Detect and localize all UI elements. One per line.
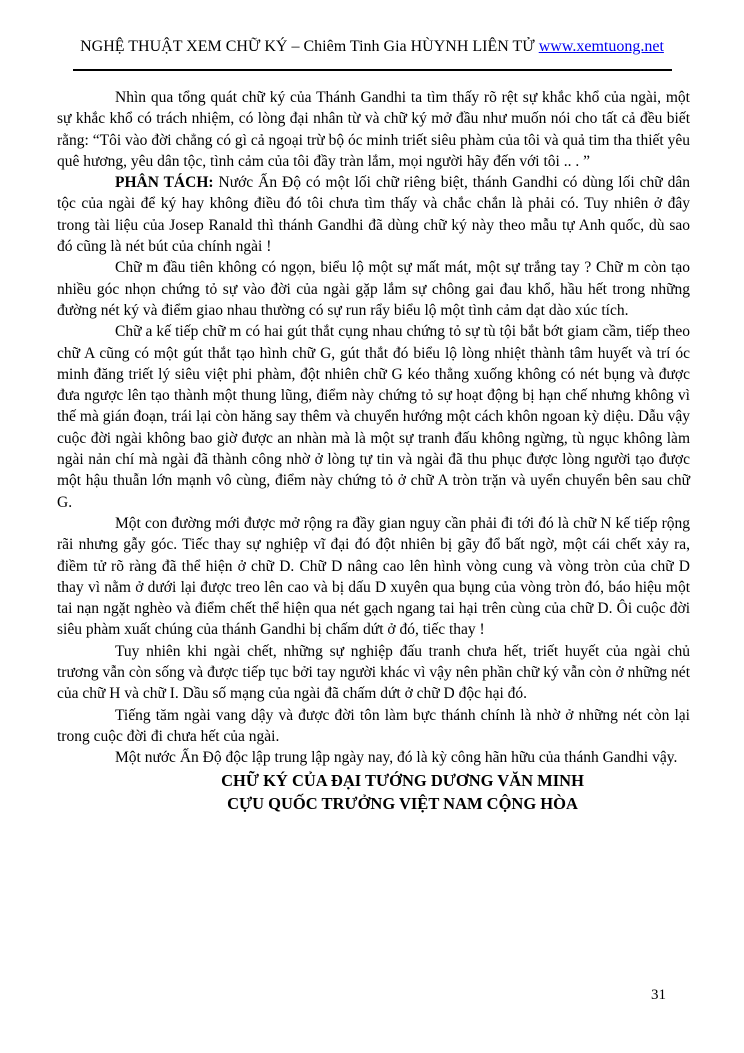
paragraph: Chữ m đầu tiên không có ngọn, biểu lộ một sự mất mát, một sự trắng tay ? Chữ m còn tạo nhiều góc nhọn chứng tỏ sự vào đời của ngài gặp lắm sự chông gai đau khổ, hầu hết trong những đường nét ký và điểm giao nhau thường có sự run rẩy biểu lộ một tình cảm dạt dào xúc tích. (57, 259, 690, 319)
paragraph: Nhìn qua tổng quát chữ ký của Thánh Gandhi ta tìm thấy rõ rệt sự khắc khổ của ngài, một sự khắc khổ có trách nhiệm, có lòng đại nhân từ và chữ ký mở đầu như muốn nói cho tất cả đều biết rằng: “Tôi vào đời chẳng có gì cả ngoại trừ bộ óc minh triết siêu phàm của tôi và quả tim tha thiết yêu quê hương, yêu dân tộc, tình cảm của tôi đầy tràn lắm, mọi người hãy đến với tôi .. . ” (57, 89, 690, 170)
header-title: NGHỆ THUẬT XEM CHỮ KÝ – Chiêm Tinh Gia HÙYNH LIÊN TỬ (80, 38, 539, 55)
section-heading-line-2: CỰU QUỐC TRƯỞNG VIỆT NAM CỘNG HÒA (227, 793, 578, 813)
header-link[interactable]: www.xemtuong.net (538, 38, 664, 55)
section-heading-line-1: CHỮ KÝ CỦA ĐẠI TƯỚNG DƯƠNG VĂN MINH (221, 770, 584, 790)
page-body (57, 87, 690, 815)
paragraph: Một con đường mới được mở rộng ra đầy gian nguy cần phải đi tới đó là chữ N kế tiếp rộng rãi nhưng gẫy góc. Tiếc thay sự nghiệp vĩ đại đó đột nhiên bị gãy đổ bất ngờ, một cái chết xảy ra, điềm tử rõ ràng đã thể hiện ở chữ D. Chữ D nâng cao lên hình vòng cung và vòng tròn của chữ D thay vì nằm ở dưới lại được treo lên cao và bị dấu D xuyên qua bụng của vòng tròn đó, báo hiệu một tai nạn ngặt nghèo và điểm chết thể hiện qua nét gạch ngang tai hại trên cùng của chữ D. Ôi cuộc đời siêu phàm xuất chúng của thánh Gandhi bị chấm dứt ở đó, tiếc thay ! (57, 514, 690, 639)
paragraph: Một nước Ấn Độ độc lập trung lập ngày nay, đó là kỳ công hãn hữu của thánh Gandhi vậy. (115, 749, 678, 767)
paragraph: PHÂN TÁCH: Nước Ấn Độ có một lối chữ riêng biệt, thánh Gandhi có dùng lối chữ dân tộc của ngài để ký hay không điều đó tôi chưa tìm thấy và chắc chắn là phải có. Tuy nhiên ở đây trong tài liệu của Josep Ranald thì thánh Gandhi đã dùng chữ ký này theo mẫu tự Anh quốc, dù sao đó cũng là nét bút của chính ngài ! (57, 174, 690, 256)
paragraphs (57, 87, 690, 769)
paragraph: Tiếng tăm ngài vang dậy và được đời tôn làm bực thánh chính là nhờ ở những nét còn lại trong cuộc đời đi chưa hết của ngài. (57, 706, 690, 745)
header-divider (73, 69, 672, 71)
page-number: 31 (651, 987, 666, 1003)
paragraph: Tuy nhiên khi ngài chết, những sự nghiệp đấu tranh chưa hết, triết huyết của ngài chủ trương vẫn còn sống và được tiếp tục bởi tay người khác vì vậy nên phần chữ ký vẫn còn ở những nét của chữ H và chữ I. Dầu số mạng của ngài đã chấm dứt ở chữ D độc hại đó. (57, 642, 690, 703)
paragraph: Chữ a kế tiếp chữ m có hai gút thắt cụng nhau chứng tỏ sự tù tội bắt bớt giam cầm, tiếp theo chữ A cũng có một gút thắt tạo hình chữ G, gút thắt đó biểu lộ lòng nhiệt thành tâm huyết và trí óc minh đăng triết lý siêu việt phi phàm, đột nhiên chữ G kéo thẳng xuống không có nét bụng và được đưa ngược lên tạo thành một thung lũng, điểm này chứng tỏ sự hoạt động bị hạn chế nhưng không vì thế mà gián đoạn, trái lại còn hăng say thêm và chuyển hướng một cách khôn ngoan kỳ diệu. Dẫu vậy cuộc đời ngài không bao giờ được an nhàn mà là một sự tranh đấu không ngừng, tù ngục không làm ngài nản chí mà ngài đã thành công nhờ ở lòng tự tin và ngài đã thu phục được lòng người tạo được một hậu thuẫn lớn mạnh vô cùng, điểm này chứng tỏ ở chữ A tròn trặn và uyển chuyển bên sau chữ G. (57, 323, 690, 511)
page-header (0, 38, 744, 56)
paragraph-lead: PHÂN TÁCH: (115, 174, 214, 192)
